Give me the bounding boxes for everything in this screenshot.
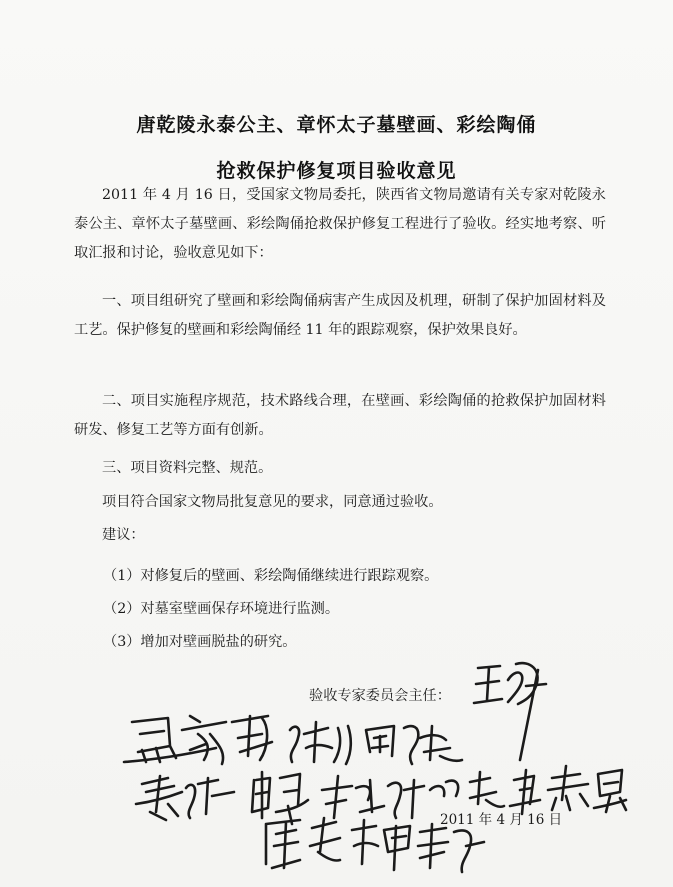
document-title-line-1: 唐乾陵永泰公主、章怀太子墓壁画、彩绘陶俑 (136, 114, 537, 136)
document-title-line-2: 抢救保护修复项目验收意见 (216, 160, 457, 182)
suggestion-item: （3）增加对壁画脱盐的研究。 (103, 634, 297, 650)
committee-chair-label: 验收专家委员会主任： (309, 688, 451, 704)
suggestion-item: （2）对墓室壁画保存环境进行监测。 (103, 601, 340, 617)
signing-date: 2011 年 4 月 16 日 (440, 812, 563, 828)
suggestion-item: （1）对修复后的壁画、彩绘陶俑继续进行跟踪观察。 (103, 568, 439, 584)
paragraph-opinion-3: 三、项目资料完整、规范。 (102, 460, 273, 476)
paragraph-opinion-2: 二、项目实施程序规范，技术路线合理，在壁画、彩绘陶俑的抢救保护加固材料研发、修复工艺等方面有创新。 (74, 393, 606, 438)
chair-signature (474, 663, 546, 760)
paragraph-conclusion: 项目符合国家文物局批复意见的要求，同意通过验收。 (102, 494, 443, 510)
paragraph-intro: 2011 年 4 月 16 日，受国家文物局委托，陕西省文物局邀请有关专家对乾陵永泰公主、章怀太子墓壁画、彩绘陶俑抢救保护修复工程进行了验收。经实地考察、听取汇报和讨论，验收意见如下： (74, 187, 606, 261)
signature-row-1 (124, 716, 462, 764)
paragraph-suggestions-heading: 建议： (102, 527, 145, 543)
paragraph-opinion-1: 一、项目组研究了壁画和彩绘陶俑病害产生成因及机理，研制了保护加固材料及工艺。保护修复的壁画和彩绘陶俑经 11 年的跟踪观察，保护效果良好。 (74, 293, 606, 338)
